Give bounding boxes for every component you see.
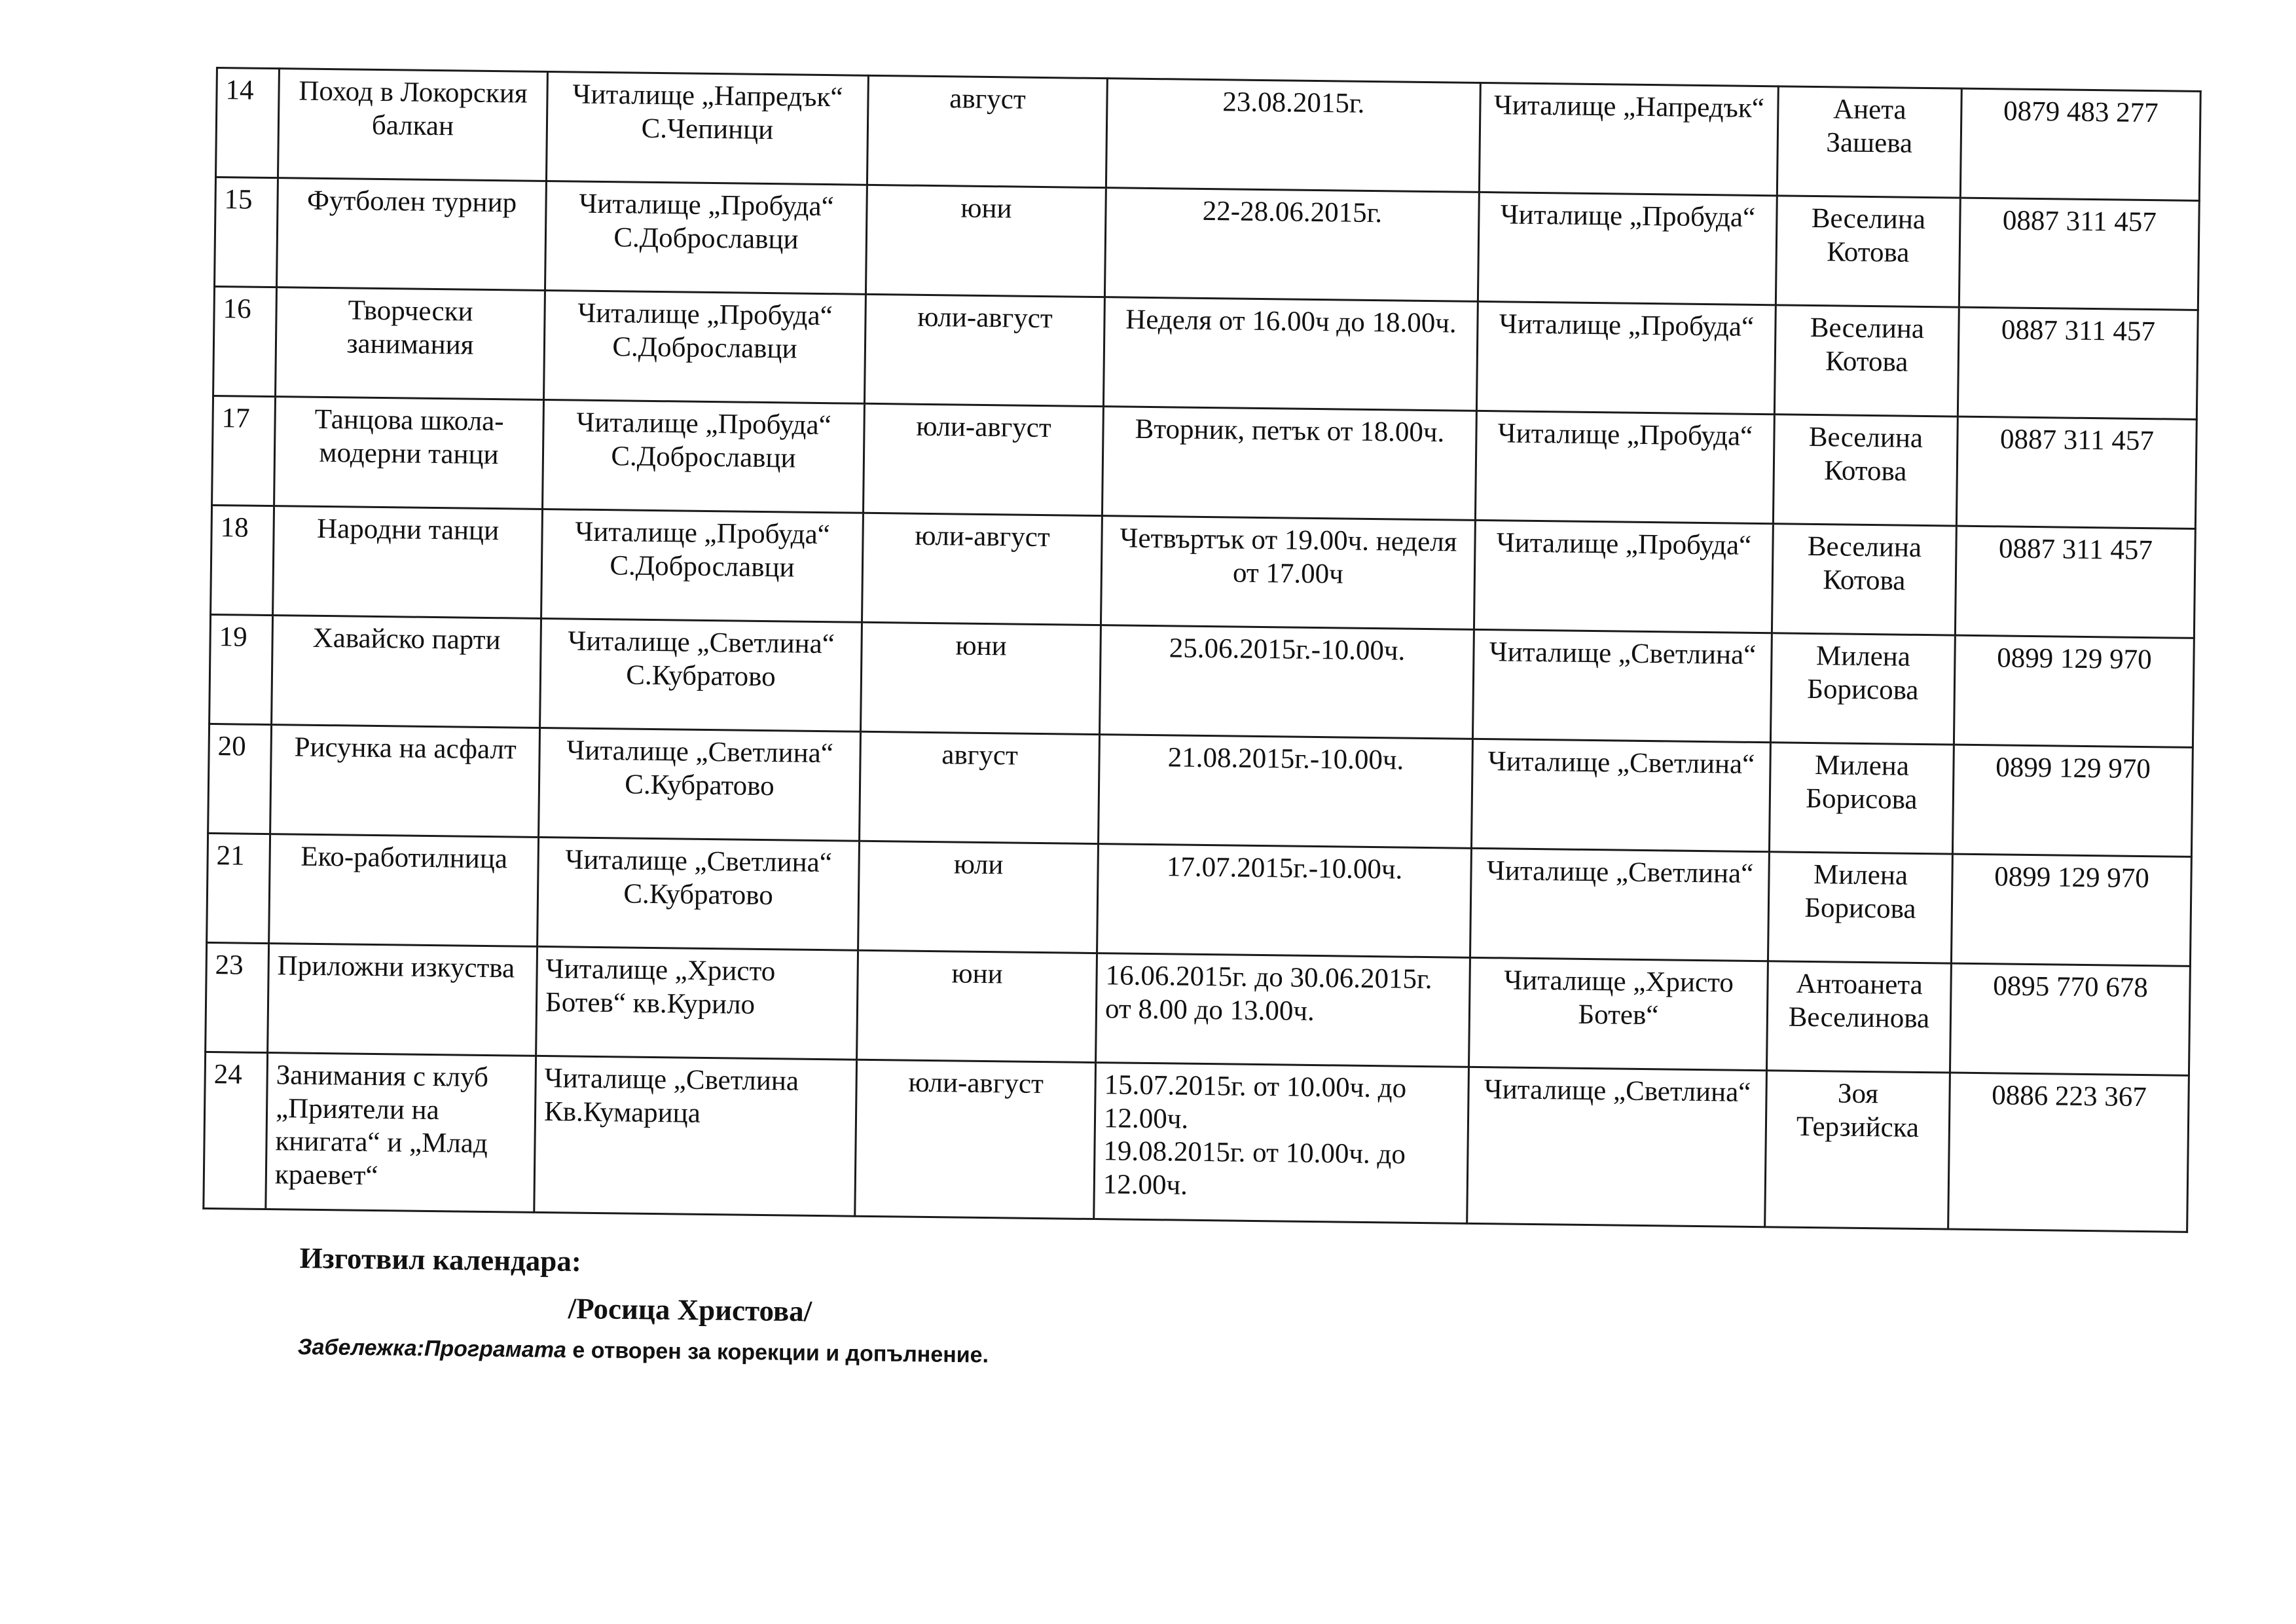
event-organizer: Читалище „Светлина“ — [1471, 739, 1770, 851]
row-number: 17 — [212, 396, 276, 506]
event-month: юли-август — [855, 1060, 1096, 1219]
event-name: Еко-работилница — [269, 834, 539, 947]
event-month: юни — [857, 950, 1097, 1062]
row-number: 20 — [208, 724, 272, 834]
contact-person: Веселина Котова — [1776, 196, 1960, 307]
row-number: 16 — [213, 286, 277, 396]
contact-person: Анета Зашева — [1777, 86, 1961, 198]
event-date: 22-28.06.2015г. — [1104, 188, 1479, 302]
event-organizer: Читалище „Напредък“ — [1479, 83, 1778, 195]
footnote — [298, 1335, 989, 1369]
event-date: 16.06.2015г. до 30.06.2015г. от 8.00 до 13.00ч. — [1096, 953, 1470, 1067]
event-venue: Читалище „Светлина“ С.Кубратово — [540, 618, 862, 731]
event-venue: Читалище „Пробуда“ С.Доброславци — [545, 181, 867, 294]
event-name: Танцова школа-модерни танци — [274, 397, 544, 509]
event-organizer: Читалище „Пробуда“ — [1476, 301, 1776, 414]
event-organizer: Читалище „Пробуда“ — [1475, 411, 1774, 523]
contact-person: Антоанета Веселинова — [1766, 961, 1951, 1073]
event-date: Четвъртък от 19.00ч. неделя от 17.00ч — [1101, 516, 1475, 630]
event-venue: Читалище „Пробуда“ С.Доброславци — [543, 399, 865, 513]
event-date: Неделя от 16.00ч до 18.00ч. — [1103, 297, 1478, 411]
event-venue: Читалище „Пробуда“ С.Доброславци — [544, 290, 866, 403]
contact-person: Милена Борисова — [1768, 852, 1952, 963]
event-organizer: Читалище „Пробуда“ — [1478, 192, 1777, 304]
contact-phone: 0887 311 457 — [1956, 416, 2196, 528]
contact-phone: 0887 311 457 — [1959, 198, 2199, 310]
event-month: юли-август — [863, 403, 1103, 515]
event-organizer: Читалище „Светлина“ — [1467, 1067, 1767, 1227]
footnote-text: е отворен за корекции и допълнение. — [566, 1337, 989, 1368]
event-date: Вторник, петък от 18.00ч. — [1102, 407, 1476, 521]
row-number: 24 — [204, 1052, 268, 1209]
event-month: юни — [866, 185, 1106, 297]
contact-person: Зоя Терзийска — [1765, 1071, 1950, 1229]
preparer-name: /Росица Христова/ — [568, 1291, 812, 1328]
event-date: 25.06.2015г.-10.00ч. — [1099, 625, 1474, 739]
event-name: Рисунка на асфалт — [270, 725, 540, 838]
contact-person: Веселина Котова — [1772, 524, 1956, 635]
event-month: юли-август — [862, 513, 1102, 625]
row-number: 14 — [216, 68, 280, 178]
contact-phone: 0895 770 678 — [1950, 963, 2190, 1075]
contact-phone: 0887 311 457 — [1955, 526, 2195, 638]
event-venue: Читалище „Напредък“ С.Чепинци — [546, 72, 868, 185]
event-name: Поход в Локорския балкан — [278, 69, 547, 181]
contact-person: Веселина Котова — [1773, 415, 1958, 526]
event-date: 15.07.2015г. от 10.00ч. до 12.00ч. 19.08.2015г. от 10.00ч. до 12.00ч. — [1094, 1063, 1469, 1224]
event-name: Футболен турнир — [277, 178, 547, 291]
event-venue: Читалище „Пробуда“ С.Доброславци — [541, 509, 864, 622]
row-number: 19 — [210, 614, 273, 724]
event-month: юни — [861, 622, 1101, 734]
contact-phone: 0887 311 457 — [1958, 307, 2198, 419]
contact-phone: 0899 129 970 — [1952, 745, 2193, 857]
row-number: 21 — [207, 833, 270, 943]
row-number: 23 — [206, 942, 269, 1052]
row-number: 18 — [211, 505, 274, 615]
contact-phone: 0899 129 970 — [1951, 854, 2191, 966]
event-month: август — [860, 731, 1100, 843]
footnote-lead: Забележка:Програмата — [297, 1335, 567, 1363]
event-name: Занимания с клуб „Приятели на книгата“ и „Млад краевет“ — [266, 1053, 536, 1213]
table-row — [204, 1052, 2189, 1232]
event-month: август — [867, 75, 1107, 187]
event-organizer: Читалище „Светлина“ — [1470, 848, 1769, 961]
contact-phone: 0886 223 367 — [1948, 1073, 2189, 1232]
contact-phone: 0879 483 277 — [1960, 88, 2200, 200]
event-name: Народни танци — [273, 506, 543, 619]
row-number: 15 — [215, 177, 278, 287]
events-table — [202, 67, 2201, 1233]
event-date: 21.08.2015г.-10.00ч. — [1099, 735, 1473, 849]
event-date: 23.08.2015г. — [1106, 79, 1480, 193]
event-name: Творчески занимания — [276, 287, 545, 400]
event-venue: Читалище „Христо Ботев“ кв.Курило — [536, 946, 858, 1060]
event-venue: Читалище „Светлина“ С.Кубратово — [538, 837, 860, 950]
contact-person: Милена Борисова — [1770, 633, 1955, 745]
contact-person: Веселина Котова — [1774, 305, 1959, 416]
event-organizer: Читалище „Христо Ботев“ — [1469, 957, 1768, 1070]
event-month: юли — [858, 841, 1099, 953]
prepared-by-label: Изготвил календара: — [299, 1241, 582, 1278]
event-month: юли-август — [864, 294, 1104, 406]
event-date: 17.07.2015г.-10.00ч. — [1097, 844, 1472, 958]
contact-person: Милена Борисова — [1769, 743, 1954, 854]
event-organizer: Читалище „Пробуда“ — [1474, 520, 1773, 633]
contact-phone: 0899 129 970 — [1954, 635, 2194, 747]
event-venue: Читалище „Светлина“ С.Кубратово — [539, 728, 861, 841]
event-name: Приложни изкуства — [268, 944, 538, 1056]
event-organizer: Читалище „Светлина“ — [1472, 629, 1772, 742]
event-name: Хавайско парти — [272, 616, 541, 728]
event-venue: Читалище „Светлина Кв.Кумарица — [534, 1056, 857, 1216]
